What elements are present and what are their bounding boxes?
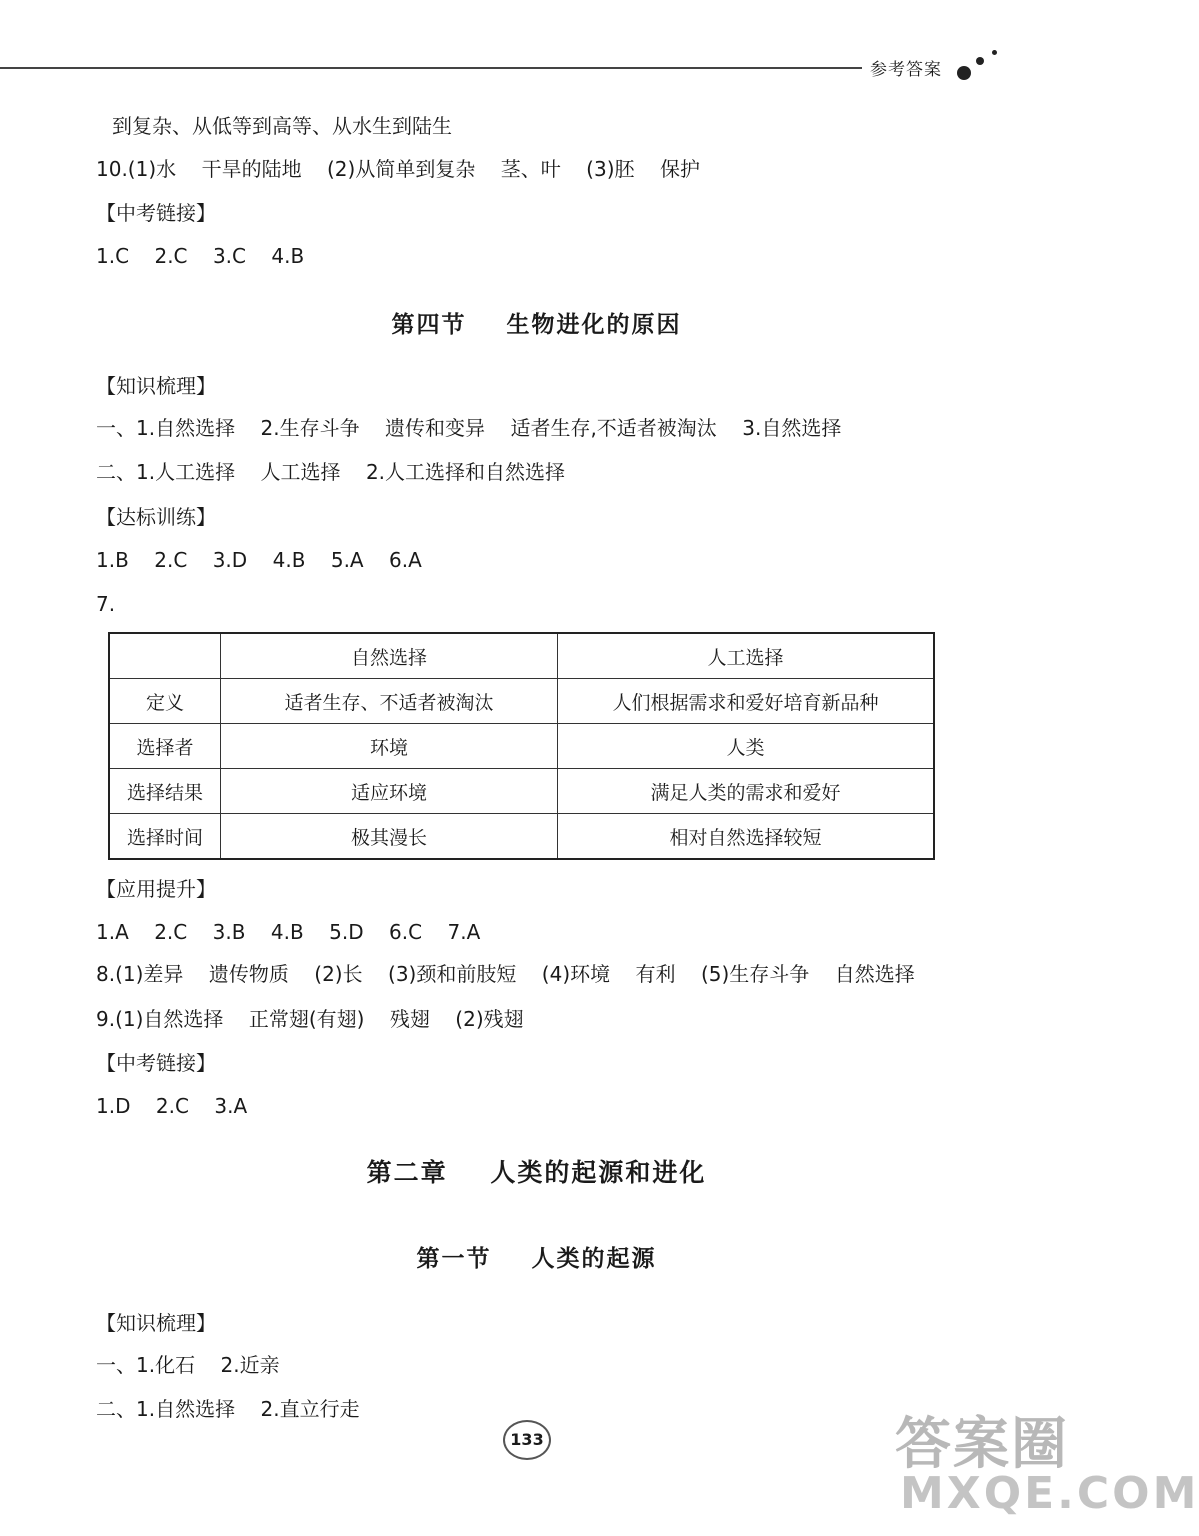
section-heading: 【中考链接】	[96, 201, 216, 225]
table-cell	[109, 633, 221, 679]
table-row	[109, 814, 934, 860]
answer-line: 二、1.人工选择 人工选择 2.人工选择和自然选择	[96, 460, 566, 484]
watermark-url: MXQE.COM	[900, 1468, 1199, 1519]
table-cell: 选择者	[109, 724, 221, 769]
watermark-logo: 答案圈	[895, 1412, 1069, 1477]
table-row	[109, 769, 934, 814]
table-cell: 极其漫长	[221, 814, 558, 860]
answer-line: 二、1.自然选择 2.直立行走	[96, 1397, 360, 1421]
table-cell: 满足人类的需求和爱好	[558, 769, 935, 814]
section-heading: 【应用提升】	[96, 877, 216, 901]
table-cell: 人们根据需求和爱好培育新品种	[558, 679, 935, 724]
decor-dot-icon	[957, 66, 971, 80]
header-rule	[0, 67, 862, 69]
answer-line: 一、1.化石 2.近亲	[96, 1353, 280, 1377]
decor-dot-icon	[992, 50, 997, 55]
section-heading: 【达标训练】	[96, 505, 216, 529]
section-heading: 【知识梳理】	[96, 374, 216, 398]
section-heading: 【中考链接】	[96, 1051, 216, 1075]
table-cell: 适者生存、不适者被淘汰	[221, 679, 558, 724]
answer-line: 1.A 2.C 3.B 4.B 5.D 6.C 7.A	[96, 920, 481, 944]
table-cell: 相对自然选择较短	[558, 814, 935, 860]
table-row	[109, 679, 934, 724]
table-cell: 人类	[558, 724, 935, 769]
answer-line: 7.	[96, 592, 116, 616]
table-cell: 适应环境	[221, 769, 558, 814]
section-heading: 【知识梳理】	[96, 1311, 216, 1335]
comparison-table	[108, 632, 935, 860]
answer-line: 1.B 2.C 3.D 4.B 5.A 6.A	[96, 548, 422, 572]
table-cell: 人工选择	[558, 633, 935, 679]
table-cell: 选择时间	[109, 814, 221, 860]
answer-line: 一、1.自然选择 2.生存斗争 遗传和变异 适者生存,不适者被淘汰 3.自然选择	[96, 416, 842, 440]
answer-line: 9.(1)自然选择 正常翅(有翅) 残翅 (2)残翅	[96, 1007, 524, 1031]
decor-dot-icon	[976, 57, 984, 65]
answer-line: 到复杂、从低等到高等、从水生到陆生	[112, 114, 452, 138]
chapter-title: 第二章 人类的起源和进化	[366, 1158, 707, 1187]
table-cell: 定义	[109, 679, 221, 724]
page-number: 133	[503, 1420, 551, 1460]
table-row	[109, 724, 934, 769]
header-label: 参考答案	[870, 60, 942, 80]
section-title: 第一节 人类的起源	[416, 1245, 657, 1272]
table-cell: 自然选择	[221, 633, 558, 679]
answer-line: 8.(1)差异 遗传物质 (2)长 (3)颈和前肢短 (4)环境 有利 (5)生存斗争 自然选择	[96, 962, 915, 986]
section-title: 第四节 生物进化的原因	[391, 311, 682, 338]
answer-line: 10.(1)水 干旱的陆地 (2)从简单到复杂 茎、叶 (3)胚 保护	[96, 157, 700, 181]
table-header-row	[109, 633, 934, 679]
answer-line: 1.C 2.C 3.C 4.B	[96, 244, 305, 268]
table-cell: 环境	[221, 724, 558, 769]
answer-line: 1.D 2.C 3.A	[96, 1094, 248, 1118]
table-cell: 选择结果	[109, 769, 221, 814]
